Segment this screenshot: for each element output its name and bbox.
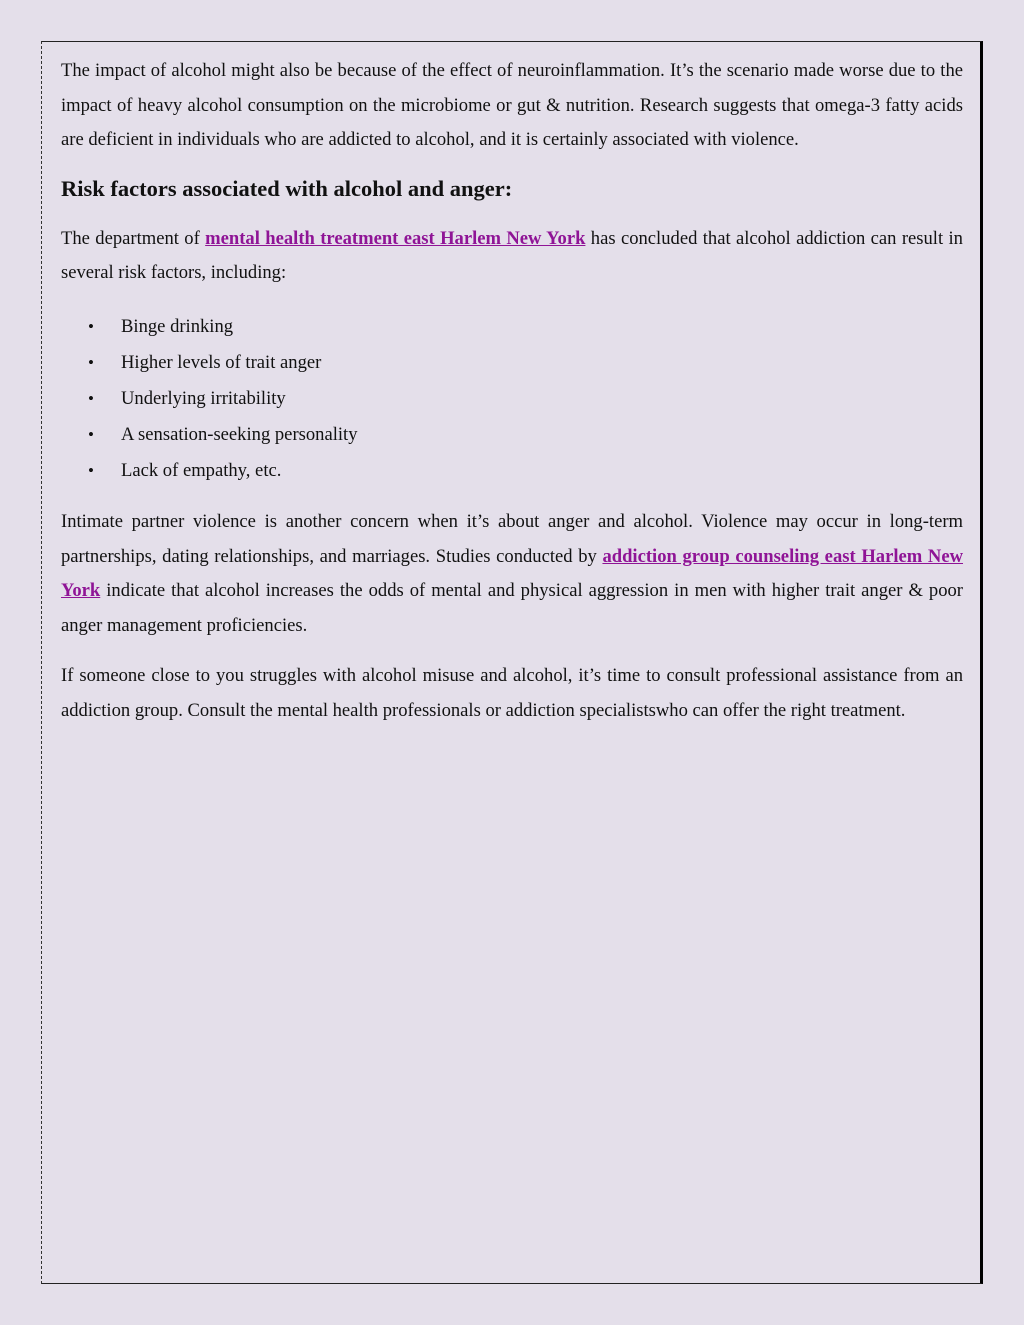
link-mental-health-treatment[interactable]: mental health treatment east Harlem New York [205,227,586,249]
list-item-text: Binge drinking [121,315,234,337]
paragraph-neuroinflammation: The impact of alcohol might also be because of the effect of neuroinflammation. It’s the scenario made worse due to the impact of heavy alcohol consumption on the microbiome or gut & nutrition. Research suggests that omega-3 fatty acids are deficient in individuals who are addicted to alcohol, and it is certainly associated with violence. [61,60,963,151]
list-item-text: Underlying irritability [121,387,286,409]
paragraph-partner-violence-text-after: indicate that alcohol increases the odds of mental and physical aggression in men with higher trait anger & poor anger management proficiencies. [61,580,963,636]
bullet-icon: • [88,316,94,336]
paragraph-risk-intro [61,222,963,291]
list-item [61,381,963,417]
risk-factors-list [61,309,963,489]
section-heading: Risk factors associated with alcohol and anger: [61,175,513,201]
list-item [61,345,963,381]
list-item [61,417,963,453]
paragraph-risk-intro-text-after: has concluded that alcohol addiction can result in several risk factors, including: [61,227,963,284]
bullet-icon: • [88,352,94,372]
document-body [61,54,963,729]
paragraph-consult-professionals: If someone close to you struggles with alcohol misuse and alcohol, it’s time to consult professional assistance from an addiction group. Consult the mental health professionals or addiction specialistswho can offer the right treatment. [61,665,963,721]
paragraph-risk-intro-text-before: The department of [61,227,206,249]
paragraph-partner-violence [61,505,963,643]
list-item-text: A sensation-seeking personality [121,423,358,445]
list-item [61,309,963,345]
list-item-text: Higher levels of trait anger [121,351,322,373]
paragraph-partner-violence-text-before: Intimate partner violence is another concern when it’s about anger and alcohol. Violence may occur in long-term partnerships, dating relationships, and marriages. Studies conducted by [61,510,963,567]
link-addiction-group-counseling[interactable]: addiction group counseling east Harlem New York [61,545,963,602]
bullet-icon: • [88,460,94,480]
list-item-text: Lack of empathy, etc. [121,459,282,481]
list-item [61,453,963,489]
bullet-icon: • [88,388,94,408]
bullet-icon: • [88,424,94,444]
